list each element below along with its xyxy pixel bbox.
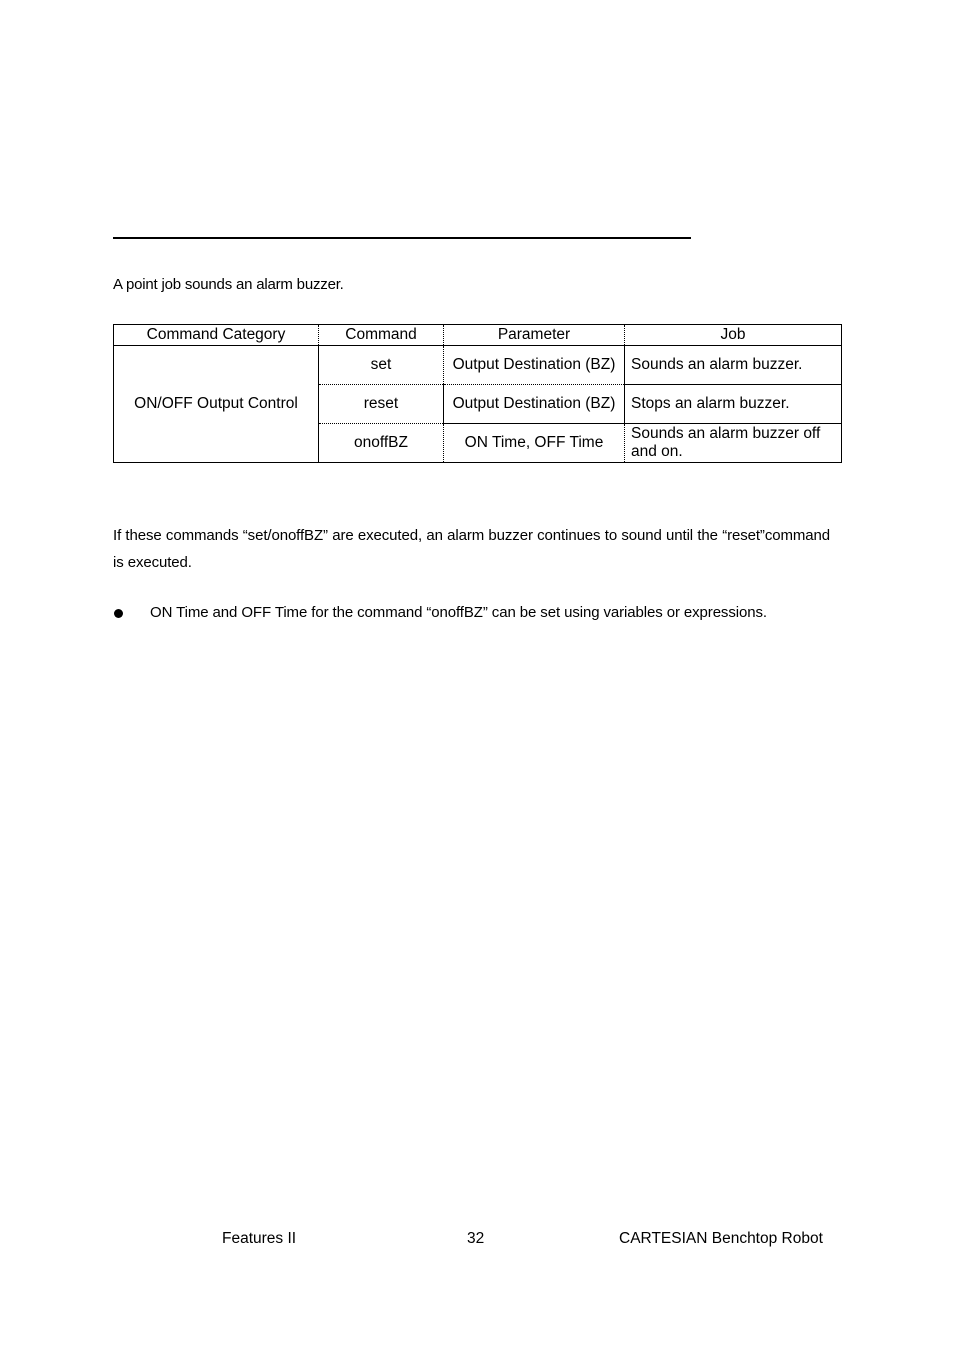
bullet-text: ON Time and OFF Time for the command “onoffBZ” can be set using variables or expressions. [150,604,767,621]
cell-command: set [319,346,444,385]
command-table [113,324,842,463]
cell-job: Sounds an alarm buzzer off and on. [625,424,842,463]
note-paragraph: If these commands “set/onoffBZ” are executed, an alarm buzzer continues to sound until the “reset”command is executed. [113,527,830,571]
section-divider [113,237,691,239]
header-job: Job [625,325,842,346]
bullet-icon [114,609,123,618]
cell-job: Sounds an alarm buzzer. [625,346,842,385]
header-parameter: Parameter [444,325,625,346]
intro-text: A point job sounds an alarm buzzer. [113,276,344,293]
header-command-category: Command Category [114,325,319,346]
header-command: Command [319,325,444,346]
footer-page-number: 32 [467,1230,485,1247]
cell-parameter: Output Destination (BZ) [444,385,625,424]
cell-command: reset [319,385,444,424]
cell-parameter: Output Destination (BZ) [444,346,625,385]
cell-parameter: ON Time, OFF Time [444,424,625,463]
table-header-row [114,325,842,346]
footer-section-title: Features II [222,1230,297,1247]
cell-job: Stops an alarm buzzer. [625,385,842,424]
footer-document-title: CARTESIAN Benchtop Robot [619,1230,823,1247]
cell-command-category: ON/OFF Output Control [114,346,319,463]
cell-command: onoffBZ [319,424,444,463]
table-row [114,346,842,385]
